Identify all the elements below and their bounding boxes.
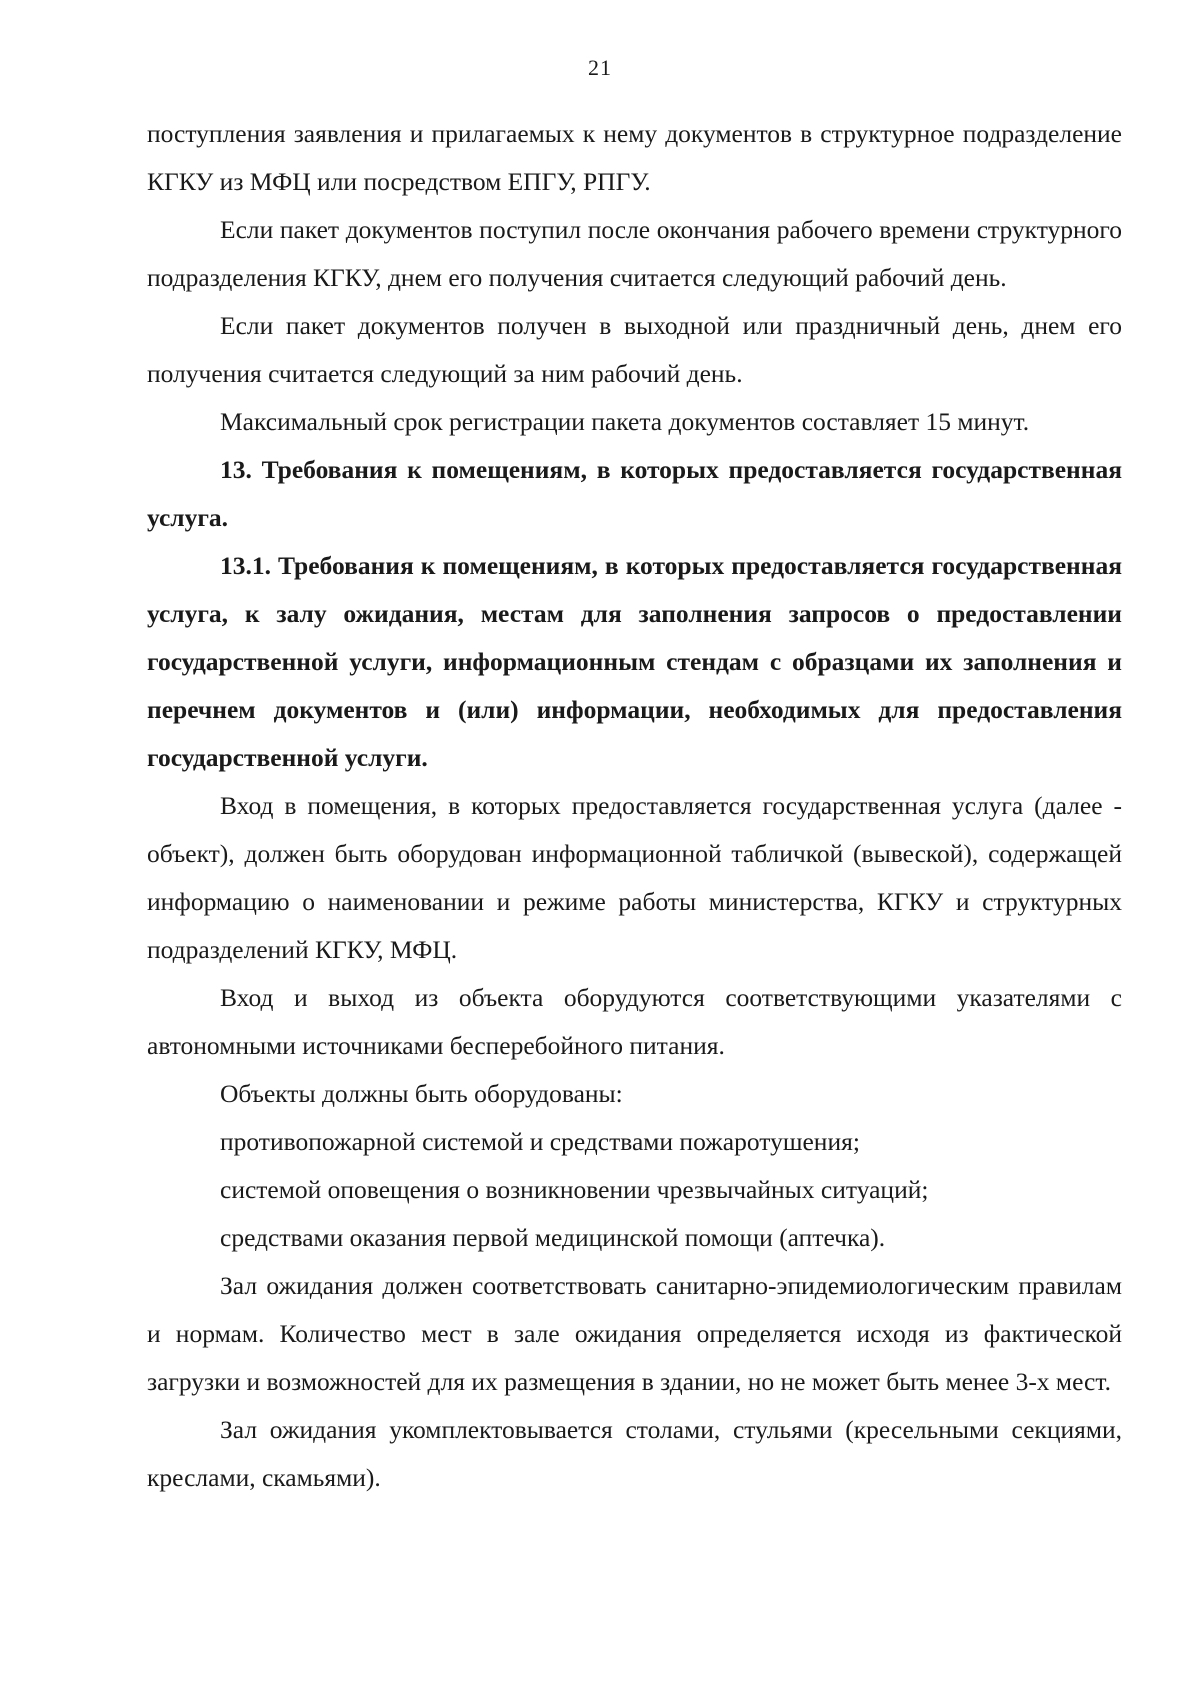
section-heading-13: 13. Требования к помещениям, в которых предоставляется государственная услуга. <box>147 455 1122 532</box>
page-number: 21 <box>588 55 612 80</box>
section-heading-13-1: 13.1. Требования к помещениям, в которых предоставляется государственная услуга, к залу ожидания, местам для заполнения запросов о предоставлении государственной услуги, информационным стендам с образцами их заполнения и перечнем документов и (или) информации, необходимых для предоставления государственной услуги. <box>147 551 1122 772</box>
paragraph-waiting-room-norms: Зал ожидания должен соответствовать санитарно-эпидемиологическим правилам и нормам. Количество мест в зале ожидания определяется исходя из фактической загрузки и возможностей для их размещения в здании, но не может быть менее 3-х мест. <box>147 1271 1122 1396</box>
list-item-alert-system: системой оповещения о возникновении чрезвычайных ситуаций; <box>220 1175 929 1204</box>
list-item-fire-system: противопожарной системой и средствами пожаротушения; <box>220 1127 860 1156</box>
paragraph-package-holiday: Если пакет документов получен в выходной или праздничный день, днем его получения считается следующий за ним рабочий день. <box>147 311 1122 388</box>
paragraph-continuation: поступления заявления и прилагаемых к нему документов в структурное подразделение КГКУ из МФЦ или посредством ЕПГУ, РПГУ. <box>147 119 1122 196</box>
document-body <box>147 110 1122 1502</box>
list-item-first-aid: средствами оказания первой медицинской помощи (аптечка). <box>220 1223 886 1252</box>
paragraph-objects-equipped: Объекты должны быть оборудованы: <box>220 1079 623 1108</box>
paragraph-waiting-room-furniture: Зал ожидания укомплектовывается столами, стульями (кресельными секциями, креслами, скамьями). <box>147 1415 1122 1492</box>
paragraph-package-after-hours: Если пакет документов поступил после окончания рабочего времени структурного подразделения КГКУ, днем его получения считается следующий рабочий день. <box>147 215 1122 292</box>
paragraph-entrance-signage: Вход в помещения, в которых предоставляется государственная услуга (далее - объект), должен быть оборудован информационной табличкой (вывеской), содержащей информацию о наименовании и режиме работы министерства, КГКУ и структурных подразделений КГКУ, МФЦ. <box>147 791 1122 964</box>
paragraph-registration-time: Максимальный срок регистрации пакета документов составляет 15 минут. <box>220 407 1030 436</box>
paragraph-entrance-exit-pointers: Вход и выход из объекта оборудуются соответствующими указателями с автономными источниками бесперебойного питания. <box>147 983 1122 1060</box>
